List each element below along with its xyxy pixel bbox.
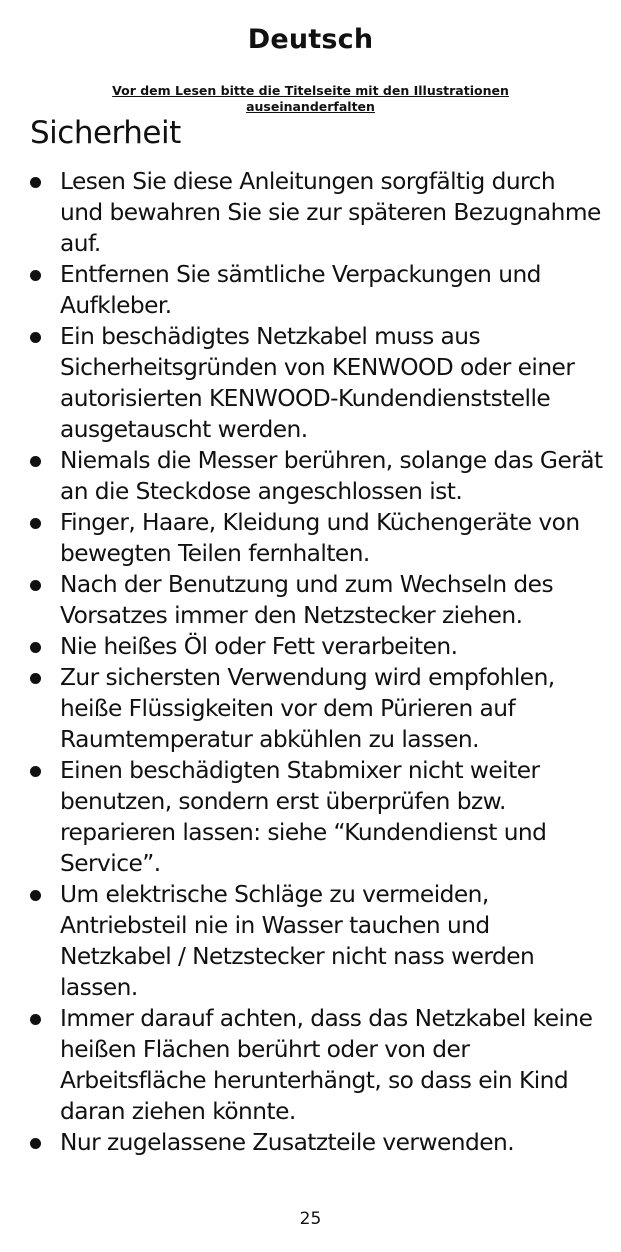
- safety-item: [28, 879, 603, 1003]
- bullet-icon: [30, 456, 41, 467]
- language-heading: Deutsch: [247, 24, 374, 55]
- safety-item: [28, 259, 603, 321]
- safety-item: [28, 321, 603, 445]
- safety-list: [28, 166, 603, 1158]
- safety-item: [28, 445, 603, 507]
- bullet-icon: [30, 642, 41, 653]
- safety-item-text: Lesen Sie diese Anleitungen sorgfältig durch und bewahren Sie sie zur späteren Bezugnahme auf.: [60, 168, 601, 257]
- bullet-icon: [30, 1014, 41, 1025]
- bullet-icon: [30, 890, 41, 901]
- safety-item-text: Einen beschädigten Stabmixer nicht weiter benutzen, sondern erst überprüfen bzw. reparieren lassen: siehe “Kundendienst und Service”.: [60, 757, 547, 877]
- bullet-icon: [30, 766, 41, 777]
- safety-item: [28, 1127, 603, 1158]
- safety-item: [28, 166, 603, 259]
- safety-item: [28, 662, 603, 755]
- safety-item-text: Ein beschädigtes Netzkabel muss aus Sicherheitsgründen von KENWOOD oder einer autorisierten KENWOOD-Kundendienststelle ausgetauscht werden.: [60, 323, 575, 443]
- safety-item-text: Nur zugelassene Zusatzteile verwenden.: [60, 1129, 515, 1156]
- safety-item-text: Immer darauf achten, dass das Netzkabel keine heißen Flächen berührt oder von der Arbeitsfläche herunterhängt, so dass ein Kind daran ziehen könnte.: [60, 1005, 593, 1125]
- safety-item-text: Niemals die Messer berühren, solange das Gerät an die Steckdose angeschlossen ist.: [60, 447, 603, 505]
- section-title: Sicherheit: [30, 115, 181, 151]
- safety-item-text: Entfernen Sie sämtliche Verpackungen und Aufkleber.: [60, 261, 541, 319]
- bullet-icon: [30, 673, 41, 684]
- bullet-icon: [30, 177, 41, 188]
- safety-item-text: Um elektrische Schläge zu vermeiden, Antriebsteil nie in Wasser tauchen und Netzkabel / Netzstecker nicht nass werden lassen.: [60, 881, 535, 1001]
- safety-item-text: Finger, Haare, Kleidung und Küchengeräte von bewegten Teilen fernhalten.: [60, 509, 580, 567]
- safety-item: [28, 507, 603, 569]
- bullet-icon: [30, 518, 41, 529]
- page-number: 25: [299, 1209, 322, 1229]
- bullet-icon: [30, 270, 41, 281]
- safety-item-text: Zur sichersten Verwendung wird empfohlen, heiße Flüssigkeiten vor dem Pürieren auf Raumtemperatur abkühlen zu lassen.: [60, 664, 555, 753]
- safety-item: [28, 755, 603, 879]
- bullet-icon: [30, 332, 41, 343]
- safety-item: [28, 1003, 603, 1127]
- bullet-icon: [30, 1138, 41, 1149]
- foldout-notice: Vor dem Lesen bitte die Titelseite mit den Illustrationen auseinanderfalten: [112, 83, 509, 114]
- safety-item-text: Nach der Benutzung und zum Wechseln des Vorsatzes immer den Netzstecker ziehen.: [60, 571, 554, 629]
- safety-item: [28, 569, 603, 631]
- safety-item-text: Nie heißes Öl oder Fett verarbeiten.: [60, 633, 458, 660]
- safety-item: [28, 631, 603, 662]
- bullet-icon: [30, 580, 41, 591]
